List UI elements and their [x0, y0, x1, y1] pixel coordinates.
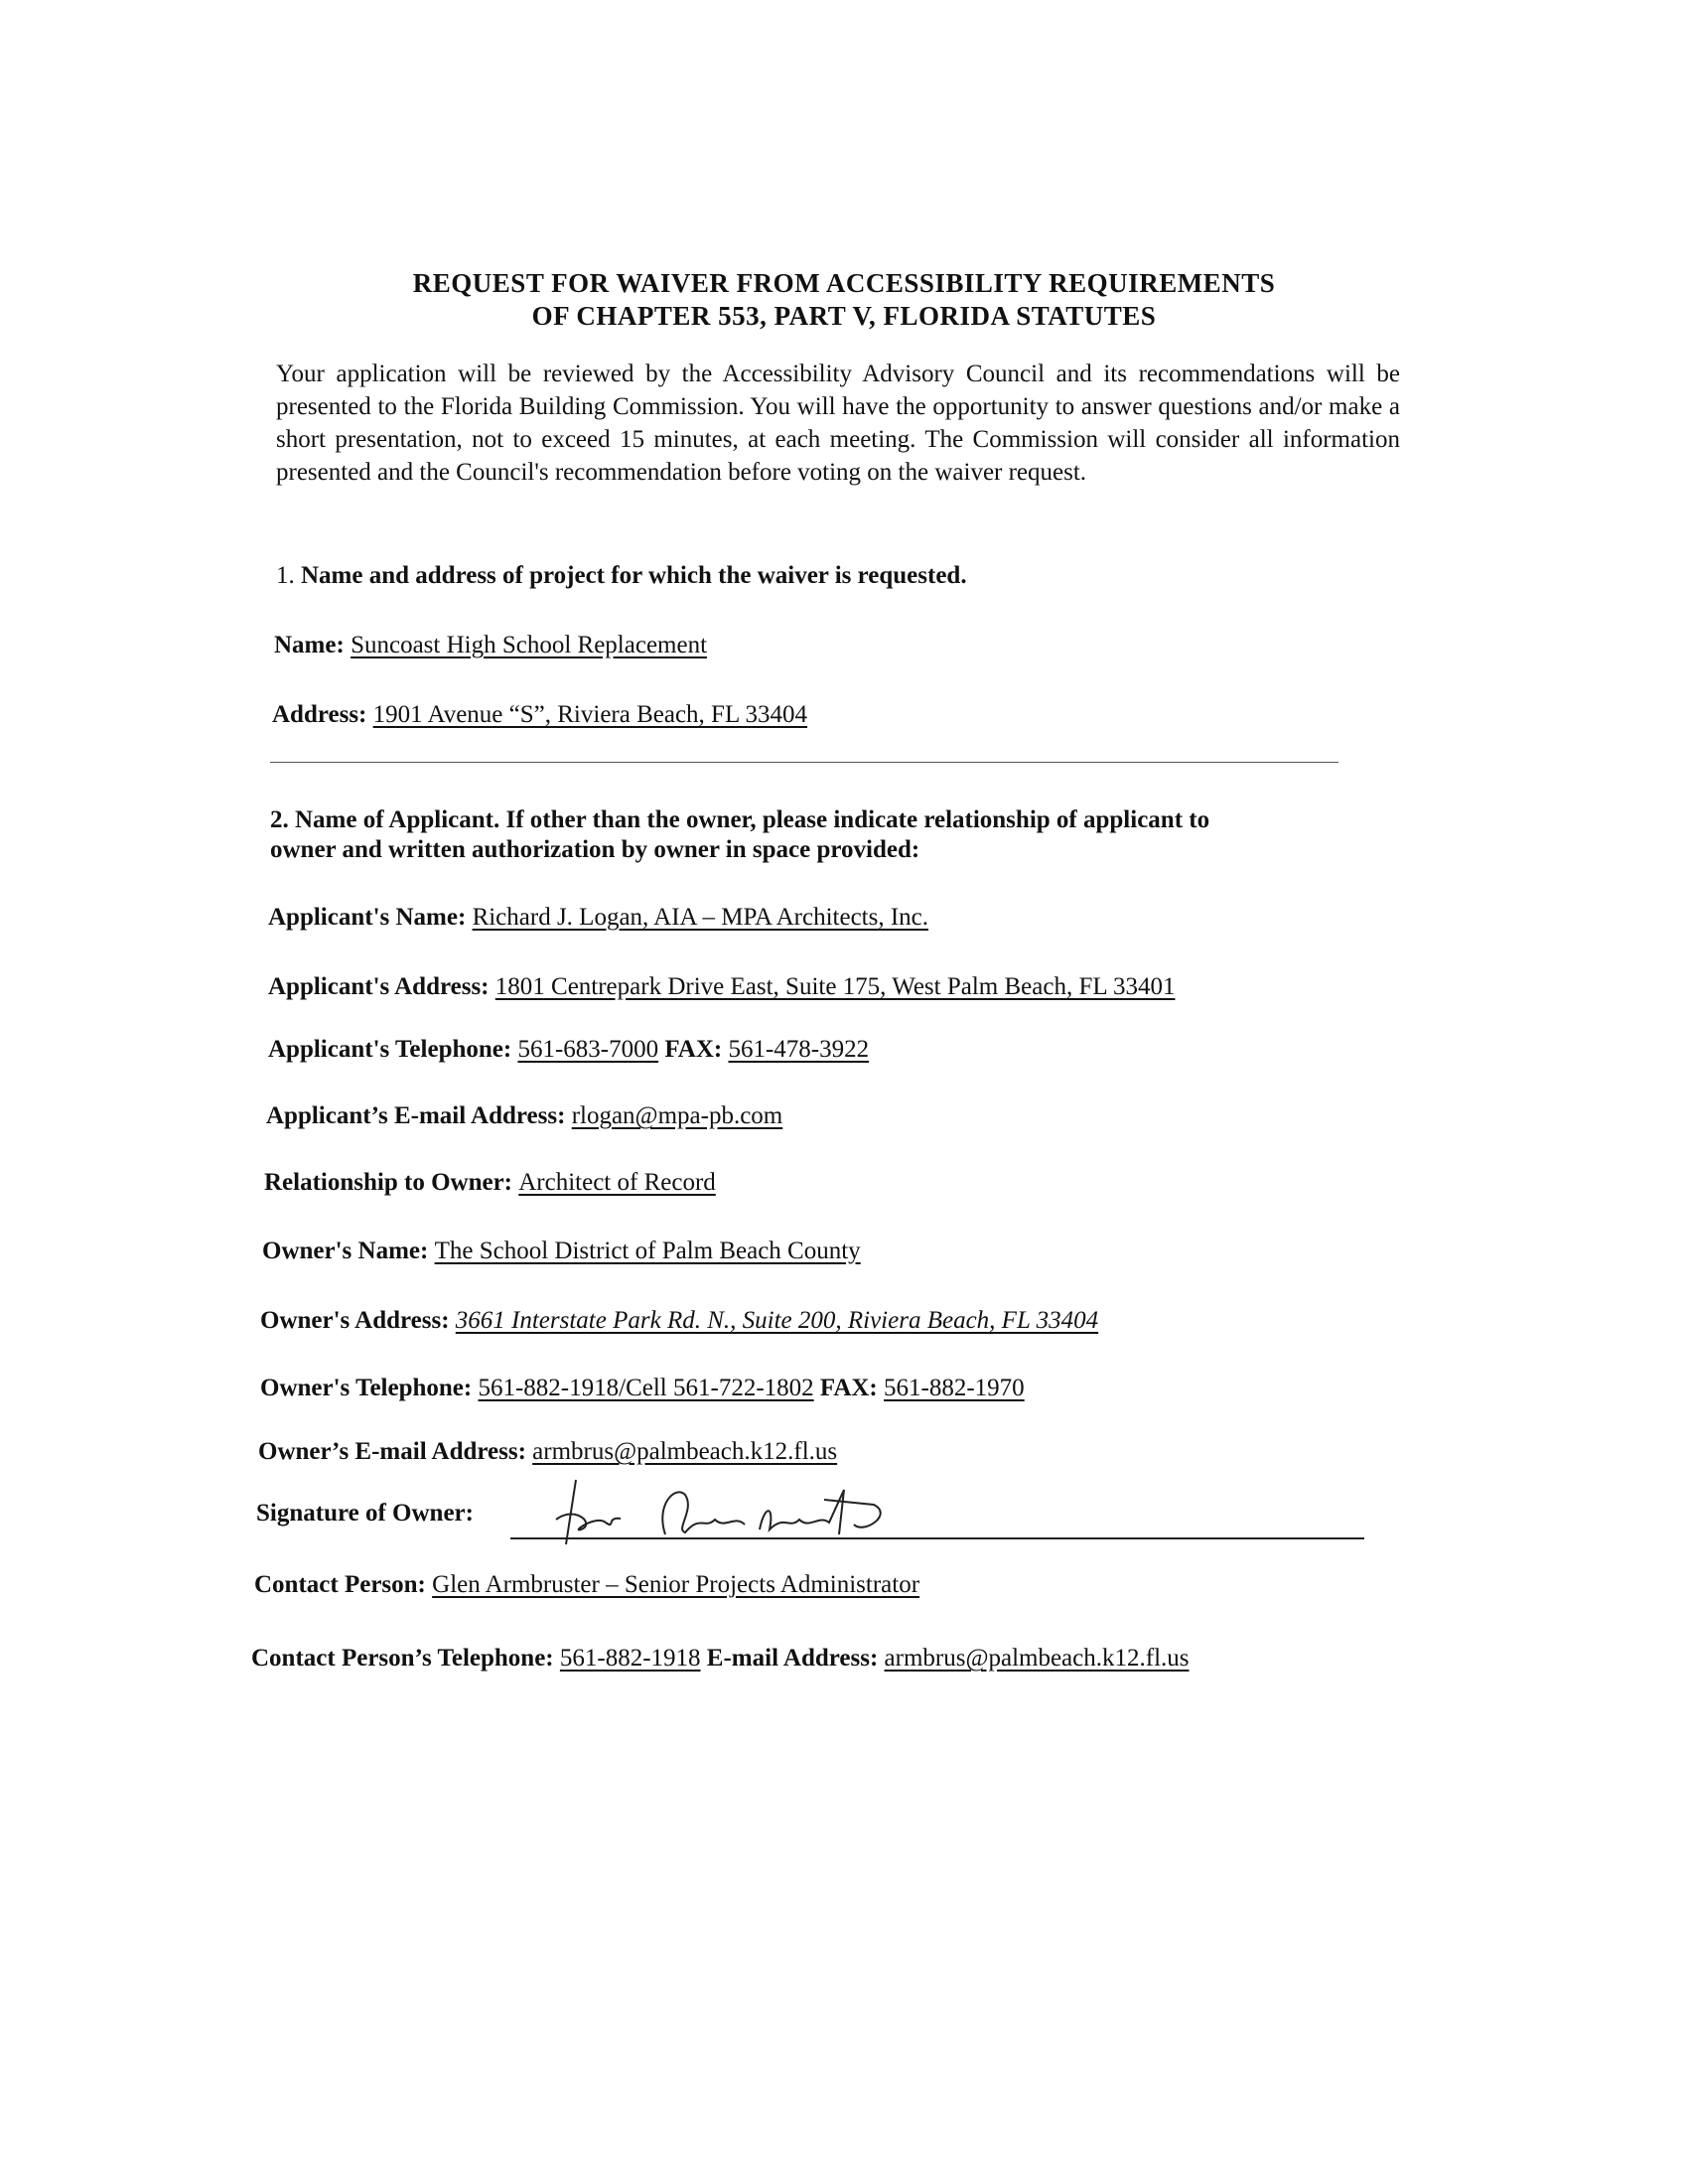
label: Applicant's Telephone:: [268, 1036, 518, 1063]
label: Owner’s E-mail Address:: [258, 1438, 533, 1465]
applicant-email: rlogan@mpa-pb.com: [571, 1102, 783, 1129]
label: FAX:: [813, 1375, 885, 1401]
label: Applicant's Name:: [268, 904, 473, 931]
label: Applicant’s E-mail Address:: [266, 1102, 572, 1129]
project-name: Suncoast High School Replacement: [351, 632, 708, 658]
intro-paragraph: Your application will be reviewed by the Accessibility Advisory Council and its recommendations will be presented to the Florida Building Commission. You will have the opportunity to answer questions and/or make a short presentation, not to exceed 15 minutes, at each meeting. The Commission will consider all information presented and the Council's recommendation before voting on the waiver request.: [276, 361, 1400, 486]
title-line-1: REQUEST FOR WAIVER FROM ACCESSIBILITY REQUIREMENTS: [412, 268, 1276, 298]
applicant-fax: 561-478-3922: [728, 1036, 870, 1063]
label: E-mail Address:: [700, 1645, 885, 1672]
label: FAX:: [658, 1036, 729, 1063]
project-address-row: [272, 701, 807, 729]
label: Signature of Owner:: [256, 1500, 474, 1527]
label: Contact Person’s Telephone:: [251, 1645, 560, 1672]
label: Owner's Name:: [262, 1238, 435, 1264]
section-2-heading-1: 2. Name of Applicant. If other than the owner, please indicate relationship of applicant to: [270, 806, 1210, 833]
divider: [270, 762, 1338, 763]
owner-email-row: [258, 1438, 837, 1466]
project-address: 1901 Avenue “S”, Riviera Beach, FL 33404: [372, 701, 808, 728]
applicant-address-row: [268, 973, 1175, 1001]
section-number: 1.: [276, 562, 301, 589]
applicant-email-row: [266, 1102, 782, 1130]
owner-name: The School District of Palm Beach County: [434, 1238, 861, 1264]
label: Contact Person:: [254, 1571, 433, 1598]
applicant-name-row: [268, 904, 928, 932]
contact-person: Glen Armbruster – Senior Projects Administrator: [432, 1571, 920, 1598]
signature-row: [256, 1500, 474, 1528]
section-1-title: Name and address of project for which the waiver is requested.: [301, 562, 967, 589]
owner-email: armbrus@palmbeach.k12.fl.us: [532, 1438, 838, 1465]
owner-name-row: [262, 1238, 861, 1265]
applicant-phone: 561-683-7000: [517, 1036, 659, 1063]
owner-signature: [536, 1475, 953, 1549]
contact-email: armbrus@palmbeach.k12.fl.us: [884, 1645, 1190, 1672]
owner-phone-row: [260, 1375, 1025, 1402]
label: Applicant's Address:: [268, 973, 495, 1000]
label: Owner's Address:: [260, 1307, 456, 1334]
applicant-address: 1801 Centrepark Drive East, Suite 175, West Palm Beach, FL 33401: [494, 973, 1176, 1000]
label: Relationship to Owner:: [264, 1169, 519, 1196]
label: Address:: [272, 701, 373, 728]
applicant-phone-row: [268, 1036, 869, 1064]
contact-phone-row: [251, 1645, 1190, 1673]
relationship: Architect of Record: [518, 1169, 716, 1196]
owner-address: 3661 Interstate Park Rd. N., Suite 200, Riviera Beach, FL 33404: [455, 1307, 1099, 1334]
title-line-2: OF CHAPTER 553, PART V, FLORIDA STATUTES: [531, 301, 1157, 331]
section-2-heading-2: owner and written authorization by owner in space provided:: [270, 836, 920, 863]
owner-address-row: [260, 1307, 1098, 1335]
section-1-heading: [276, 562, 967, 590]
contact-phone: 561-882-1918: [559, 1645, 701, 1672]
label: Owner's Telephone:: [260, 1375, 479, 1401]
contact-row: [254, 1571, 919, 1599]
label: Name:: [274, 632, 352, 658]
project-name-row: [274, 632, 707, 659]
owner-phone: 561-882-1918/Cell 561-722-1802: [478, 1375, 814, 1401]
applicant-name: Richard J. Logan, AIA – MPA Architects, Inc.: [472, 904, 929, 931]
owner-fax: 561-882-1970: [884, 1375, 1025, 1401]
relationship-row: [264, 1169, 716, 1197]
